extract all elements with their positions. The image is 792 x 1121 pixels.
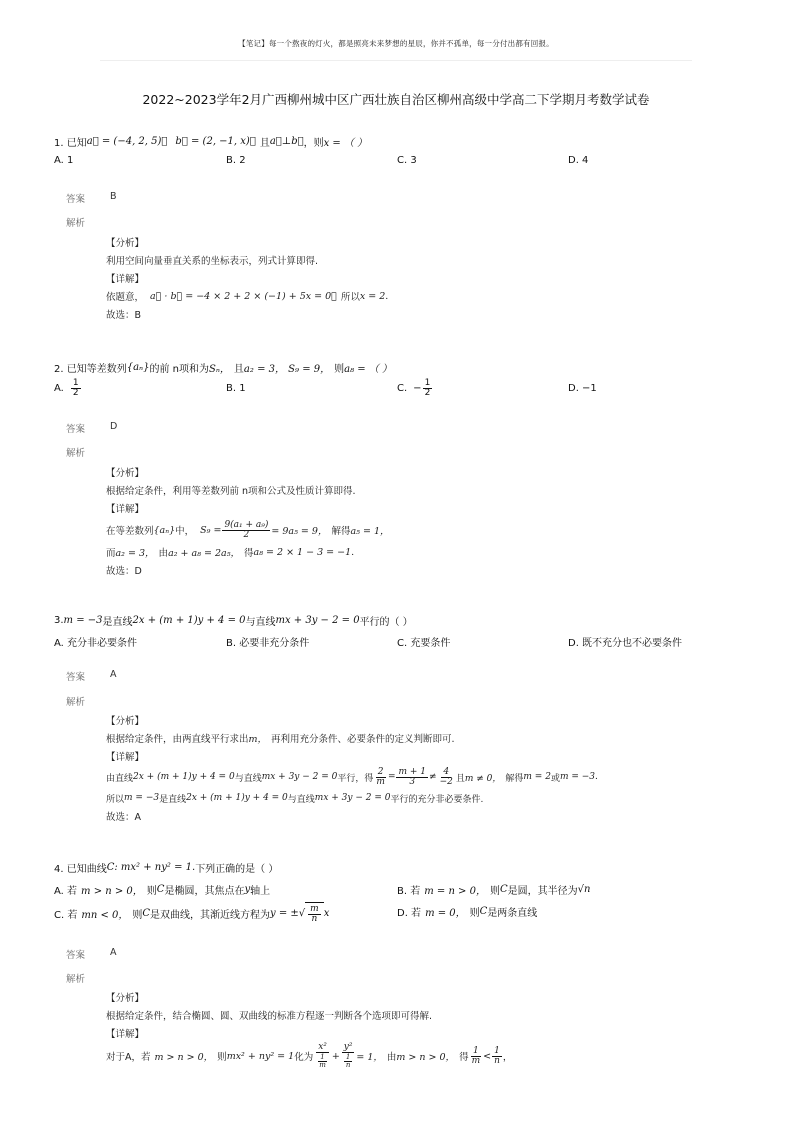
xiangjie-label: 【详解】 (106, 274, 145, 285)
fenxi-label: 【分析】 (106, 716, 145, 727)
frac-num: 1 (494, 1045, 500, 1056)
option-text: A. 若 (54, 886, 78, 897)
option-a[interactable] (54, 379, 82, 398)
stem-text: 2. 已知等差数列 (54, 364, 127, 375)
frac-num: 1 (320, 1053, 325, 1061)
option-label: C. (397, 383, 408, 394)
analysis-body-4 (106, 989, 726, 1071)
detail-text: 而 (106, 548, 116, 559)
option-text: 则 (146, 886, 157, 897)
frac-num: 2 (377, 766, 384, 777)
detail-math: a₂ = 3， (115, 548, 155, 559)
analysis-body-1 (106, 234, 726, 324)
detail-text: 与直线 (234, 773, 262, 784)
question-3-stem (54, 613, 754, 628)
detail-text: 与直线 (287, 794, 315, 805)
frac-num: m + 1 (398, 766, 427, 777)
detail-math: a₂ + a₈ = 2a₅， (168, 548, 241, 559)
frac-num: 4 (443, 766, 450, 777)
frac-num: 1 (72, 378, 79, 388)
option-c[interactable] (54, 902, 329, 924)
stem-text: ，则 (303, 138, 324, 149)
detail-text: 依题意， (106, 292, 145, 303)
question-3-options (54, 634, 754, 650)
option-math: mn < 0， (81, 909, 129, 921)
option-text: D. 若 (397, 908, 422, 919)
stem-math: a₈ = （ ） (344, 364, 393, 375)
detail-text: 化为 (294, 1052, 314, 1063)
stem-math: a₂ = 3， S₉ = 9， (243, 364, 331, 375)
detail-text: 由 (386, 1052, 397, 1063)
detail-math: mx + 3y − 2 = 0 (261, 772, 338, 782)
header-divider (100, 60, 692, 61)
detail-math: a₈ = 2 × 1 − 3 = −1. (253, 546, 355, 558)
detail-text: 平行的充分非必要条件. (390, 794, 484, 805)
option-c[interactable]: C. 3 (397, 155, 417, 166)
detail-math: = 1， (356, 1052, 383, 1063)
detail-math: m = 2 (523, 772, 551, 782)
answer-value: D (110, 421, 118, 432)
answer-label: 答案 (66, 424, 86, 435)
detail-math: m = −3. (559, 772, 598, 782)
final-choice: 故选：D (106, 566, 142, 577)
option-math: x (323, 907, 330, 919)
frac-den: m (319, 1061, 326, 1069)
detail-text: 平行，得 (337, 773, 374, 784)
question-4-options-row1 (54, 882, 754, 898)
stem-math: Sₙ， (209, 364, 230, 375)
frac-den: −2 (439, 776, 453, 787)
option-d[interactable]: D. 既不充分也不必要条件 (568, 638, 683, 649)
frac-num: m (310, 904, 319, 914)
fenxi-label: 【分析】 (106, 238, 145, 249)
stem-math: m = −3 (63, 615, 103, 626)
detail-math: mx² + ny² = 1 (226, 1050, 295, 1062)
analysis-body-2 (106, 464, 726, 580)
option-text: 则 (489, 886, 500, 897)
xiangjie-label: 【详解】 (106, 752, 145, 763)
option-math: C (156, 884, 165, 895)
detail-text: 中， (175, 526, 195, 537)
options-row (54, 900, 754, 928)
frac-den: m (471, 1055, 481, 1066)
analysis-label-2: 解析 (66, 448, 86, 459)
frac-num: 1 (472, 1045, 479, 1056)
option-a[interactable]: A. 充分非必要条件 (54, 638, 138, 649)
stem-text: 的前 n项和为 (149, 364, 210, 375)
detail-text: 所以 (106, 794, 125, 805)
answer-row-2 (66, 421, 117, 435)
frac-num: x² (318, 1042, 327, 1052)
question-1-stem (54, 134, 754, 149)
detail-math: a₅ = 1， (350, 526, 390, 537)
detail-math: 2x + (m + 1)y + 4 = 0 (186, 793, 288, 803)
fenxi-text: 根据给定条件，由两直线平行求出 (106, 734, 249, 745)
final-choice: 故选：B (106, 310, 142, 321)
question-2 (54, 360, 754, 405)
detail-text: 得 (244, 548, 254, 559)
page-title: 2022~2023学年2月广西柳州城中区广西壮族自治区柳州高级中学高二下学期月考数学试卷 (142, 92, 650, 107)
detail-math: S₉ = (200, 524, 222, 536)
sqrt-symbol: √ $\frac{m}{n}$ (299, 902, 324, 924)
stem-math: 2x + (m + 1)y + 4 = 0 (132, 615, 246, 626)
option-d[interactable]: D. −1 (568, 383, 597, 394)
fenxi-math: m， (248, 734, 268, 745)
detail-math: m = −3 (124, 793, 160, 803)
stem-text: 4. 已知曲线 (54, 864, 107, 875)
option-text: 是圆，其半径为 (507, 886, 578, 897)
detail-text: 所以 (340, 292, 360, 303)
detail-math: m > n > 0， (154, 1052, 214, 1063)
frac-den: 2 (72, 388, 79, 398)
answer-label: 答案 (66, 950, 86, 961)
frac-den: n (311, 914, 318, 924)
detail-math: 2x + (m + 1)y + 4 = 0 (133, 772, 235, 782)
analysis-label-3: 解析 (66, 697, 86, 708)
analysis-label-1: 解析 (66, 218, 86, 229)
option-text: 是双曲线，其渐近线方程为 (150, 909, 271, 921)
header-note: 【笔记】每一个熬夜的灯火，都是照亮未来梦想的星辰，你并不孤单，每一分付出都有回报。 (238, 39, 554, 48)
fenxi-label: 【分析】 (106, 468, 145, 479)
option-text: 轴上 (250, 886, 271, 897)
question-4 (54, 860, 754, 875)
frac-num: 1 (345, 1053, 351, 1061)
frac-num: 9(a₁ + a₉) (224, 519, 269, 530)
stem-math: b⃗ = (2, −1, x)， (175, 136, 256, 147)
option-a[interactable]: A. 1 (54, 155, 74, 166)
detail-text: 在等差数列 (106, 526, 154, 537)
answer-row-4 (66, 947, 117, 961)
question-4-options-row2 (54, 900, 754, 928)
equals-sign: = (387, 772, 396, 782)
question-2-options (54, 379, 754, 405)
fenxi-text: 利用空间向量垂直关系的坐标表示，列式计算即得. (106, 256, 319, 267)
option-text: 是椭圆，其焦点在 (164, 886, 245, 897)
option-b[interactable]: B. 2 (226, 155, 246, 166)
xiangjie-label: 【详解】 (106, 504, 145, 515)
option-math: m = 0， (425, 908, 466, 919)
answer-value: A (110, 669, 117, 680)
detail-text: 是直线 (159, 794, 187, 805)
fenxi-text: 根据给定条件，利用等差数列前 n项和公式及性质计算即得. (106, 486, 356, 497)
answer-value: B (110, 191, 117, 202)
detail-math: a⃗ · b⃗ = −4 × 2 + 2 × (−1) + 5x = 0， (150, 290, 337, 302)
option-c[interactable]: C. 充要条件 (397, 638, 451, 649)
frac-den: n (494, 1055, 500, 1066)
question-3 (54, 613, 754, 650)
stem-text: 下列正确的是（ ） (195, 864, 279, 875)
detail-text: 由 (158, 548, 169, 559)
final-choice: 故选：A (106, 812, 141, 823)
stem-text: 1. 已知 (54, 138, 87, 149)
option-text: C. 若 (54, 909, 78, 921)
option-text: 则 (132, 909, 143, 921)
answer-label: 答案 (66, 672, 86, 683)
option-math: C (142, 907, 151, 919)
stem-math: {aₙ} (126, 362, 150, 373)
detail-text: 对于A，若 (106, 1052, 151, 1063)
fenxi-text: 再利用充分条件、必要条件的定义判断即可. (271, 734, 455, 745)
detail-text: 则 (217, 1052, 227, 1063)
detail-text: 或 (550, 773, 560, 784)
frac-num: y² (343, 1042, 353, 1052)
option-d[interactable] (397, 904, 537, 919)
option-math: √n (577, 884, 591, 895)
frac-den: m (376, 776, 385, 787)
less-than-sign: < (483, 1050, 492, 1062)
stem-math: a⃗ = (−4, 2, 5)， (86, 136, 168, 147)
question-1-options (54, 155, 754, 171)
answer-value: A (110, 947, 117, 958)
options-row (54, 882, 754, 898)
option-math: m = n > 0， (424, 886, 486, 897)
question-4-stem (54, 860, 754, 875)
not-equal-sign: ≠ (429, 772, 437, 782)
stem-text: 是直线 (102, 617, 133, 628)
option-math: y (244, 884, 251, 895)
option-math: C (479, 906, 488, 917)
detail-math: x = 2. (359, 290, 389, 302)
answer-row-1 (66, 191, 117, 205)
stem-math: a⃗⊥b⃗ (269, 136, 304, 147)
frac-den: 3 (409, 776, 416, 787)
option-b[interactable] (397, 882, 590, 897)
frac-den: n (345, 1061, 351, 1069)
question-1 (54, 134, 754, 171)
detail-text: 且 (455, 773, 465, 784)
detail-text: 解得 (331, 526, 351, 537)
option-c[interactable] (397, 379, 433, 398)
frac-num: 1 (424, 378, 431, 388)
detail-text: 解得 (505, 773, 524, 784)
detail-text: ， (502, 1052, 513, 1063)
fenxi-label: 【分析】 (106, 993, 145, 1004)
detail-text: 由直线 (106, 773, 134, 784)
option-b[interactable]: B. 必要非充分条件 (226, 638, 310, 649)
option-label: A. (54, 383, 64, 394)
plus-sign: + (331, 1050, 340, 1062)
analysis-label-4: 解析 (66, 974, 86, 985)
stem-math: x = （ ） (323, 138, 368, 149)
answer-row-3 (66, 669, 117, 683)
option-b[interactable]: B. 1 (226, 383, 246, 394)
detail-math: mx + 3y − 2 = 0 (314, 793, 391, 803)
option-text: 是两条直线 (487, 908, 538, 919)
frac-den: 2 (424, 388, 431, 398)
detail-math: {aₙ} (153, 524, 176, 536)
detail-math: m ≠ 0， (464, 773, 502, 784)
stem-text: 3. (54, 615, 64, 626)
answer-label: 答案 (66, 194, 86, 205)
option-math: C (499, 884, 508, 895)
detail-math: = 9a₅ = 9， (271, 526, 328, 537)
stem-text: 则 (334, 364, 345, 375)
xiangjie-label: 【详解】 (106, 1029, 145, 1040)
minus-sign: − (413, 383, 422, 394)
analysis-body-3 (106, 712, 726, 826)
stem-math: C: mx² + ny² = 1. (106, 862, 196, 873)
detail-text: 得 (459, 1052, 469, 1063)
option-text: B. 若 (397, 886, 421, 897)
option-math: m > n > 0， (81, 886, 143, 897)
option-d[interactable]: D. 4 (568, 155, 589, 166)
stem-text: 且 (233, 364, 244, 375)
frac-den: 2 (243, 529, 250, 540)
stem-math: mx + 3y − 2 = 0 (275, 615, 360, 626)
stem-text: 且 (259, 138, 270, 149)
stem-text: 平行的（ ） (359, 617, 413, 628)
option-a[interactable] (54, 882, 270, 897)
detail-math: m > n > 0， (396, 1052, 456, 1063)
option-text: 则 (469, 908, 480, 919)
fenxi-text: 根据给定条件，结合椭圆、圆、双曲线的标准方程逐一判断各个选项即可得解. (106, 1011, 433, 1022)
option-math: y = ± (270, 907, 299, 919)
question-2-stem (54, 360, 754, 375)
stem-text: 与直线 (245, 617, 276, 628)
